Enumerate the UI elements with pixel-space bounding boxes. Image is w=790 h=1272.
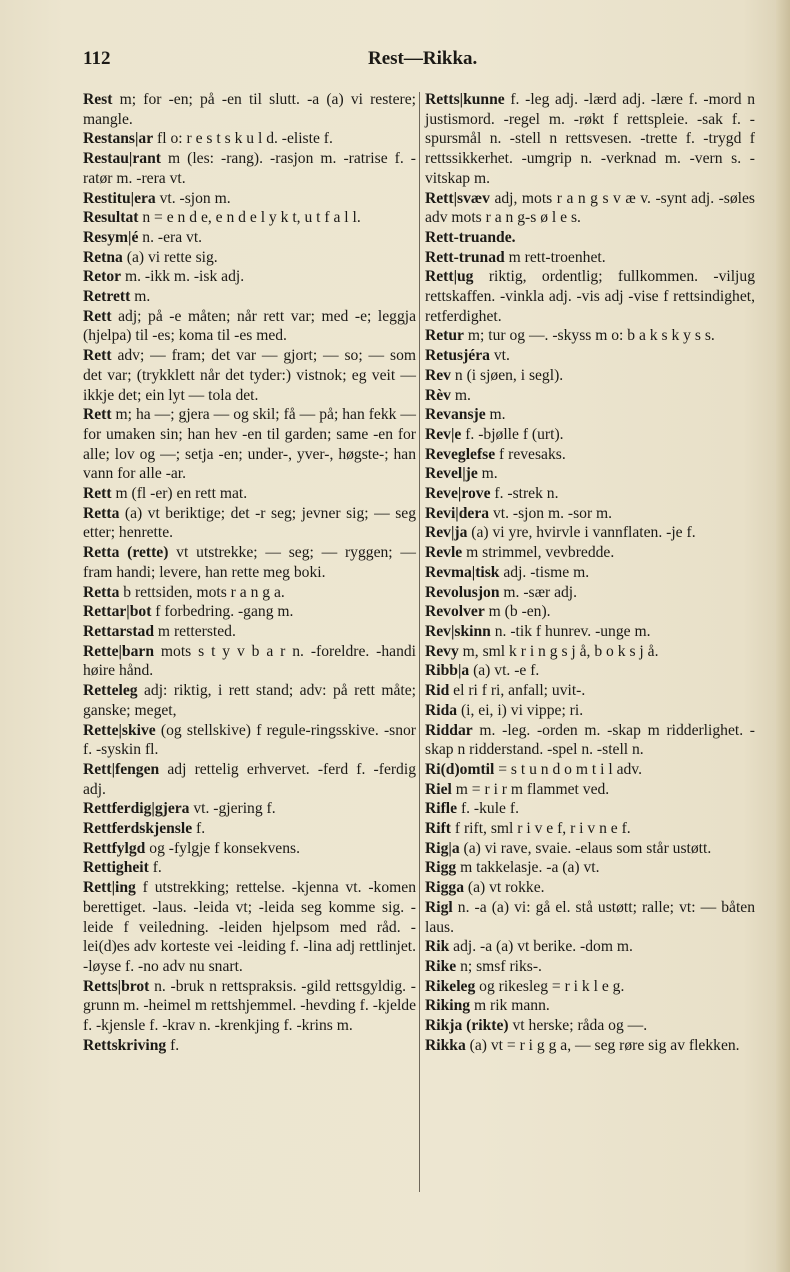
dictionary-entry bbox=[425, 563, 755, 583]
dictionary-entry bbox=[425, 326, 755, 346]
definition: (a) vt = r i g g a, — seg røre sig av flekken. bbox=[465, 1036, 740, 1054]
dictionary-entry bbox=[425, 602, 755, 622]
definition: adj rettelig erhvervet. -ferd f. -ferdig adj. bbox=[83, 760, 416, 798]
headword: Rettferdskjensle bbox=[83, 820, 193, 838]
definition: f. -kule f. bbox=[457, 800, 519, 818]
definition: n. -tik f hunrev. -unge m. bbox=[490, 622, 651, 640]
dictionary-entry bbox=[425, 681, 755, 701]
dictionary-entry bbox=[425, 977, 755, 997]
headword: Rettskriving bbox=[83, 1036, 167, 1054]
dictionary-entry bbox=[83, 405, 416, 484]
definition: adj; på -e måten; når rett var; med -e; leggja (hjelpa) til -es; koma til -es med. bbox=[83, 307, 416, 345]
headword: Retor bbox=[83, 268, 122, 286]
dictionary-entry bbox=[425, 405, 755, 425]
definition: (i, ei, i) vi vippe; ri. bbox=[457, 701, 584, 719]
dictionary-entry bbox=[83, 583, 416, 603]
dictionary-entry bbox=[83, 189, 416, 209]
dictionary-entry bbox=[425, 464, 755, 484]
dictionary-entry bbox=[83, 208, 416, 228]
page-edge bbox=[776, 0, 790, 1272]
headword: Rette|barn bbox=[83, 642, 154, 660]
dictionary-entry bbox=[425, 878, 755, 898]
right-column bbox=[425, 90, 755, 1055]
dictionary-entry bbox=[83, 267, 416, 287]
headword: Rifle bbox=[425, 800, 458, 818]
definition: f. bbox=[148, 859, 162, 877]
dictionary-entry bbox=[83, 1036, 416, 1056]
dictionary-entry bbox=[425, 799, 755, 819]
dictionary-entry bbox=[83, 681, 416, 720]
headword: Rett bbox=[83, 347, 112, 365]
headword: Rida bbox=[425, 701, 458, 719]
definition: og rikesleg = r i k l e g. bbox=[475, 977, 625, 995]
headword: Rette|skive bbox=[83, 721, 156, 739]
headword: Retta bbox=[83, 504, 120, 522]
definition: vt herske; råda og —. bbox=[508, 1017, 648, 1035]
dictionary-entry bbox=[425, 642, 755, 662]
dictionary-entry bbox=[83, 819, 416, 839]
definition: n = e n d e, e n d e l y k t, u t f a l l. bbox=[138, 209, 361, 227]
headword: Revansje bbox=[425, 406, 486, 424]
headword: Rett|svæv bbox=[425, 189, 490, 207]
definition: og -fylgje f konsekvens. bbox=[145, 839, 300, 857]
definition: adv; — fram; det var — gjort; — so; — som det var; (trykklett når det tyder:) vistnok; eg veit — ikkje det; ein lyt — tola det. bbox=[83, 347, 416, 404]
definition: m (b -en). bbox=[484, 603, 551, 621]
definition: m rettersted. bbox=[154, 622, 236, 640]
dictionary-entry bbox=[425, 839, 755, 859]
definition: mots s t y v b a r n. -foreldre. -handi høire hånd. bbox=[83, 642, 416, 680]
headword: Rett-truande. bbox=[425, 228, 516, 246]
dictionary-entry bbox=[83, 287, 416, 307]
definition: m takkelasje. -a (a) vt. bbox=[456, 859, 600, 877]
headword: Riking bbox=[425, 997, 471, 1015]
headword: Revy bbox=[425, 642, 459, 660]
dictionary-entry bbox=[83, 602, 416, 622]
definition: m (les: -rang). -rasjon m. -ratrise f. -ratør m. -rera vt. bbox=[83, 150, 416, 187]
definition: m strimmel, vevbredde. bbox=[462, 544, 615, 562]
dictionary-entry bbox=[425, 721, 755, 760]
definition: m; for -en; på -en til slutt. -a (a) vi restere; mangle. bbox=[83, 91, 416, 128]
definition: f. -leg adj. -lærd adj. -lære f. -mord n justismord. -regel m. -røkt f rettspleie. -sak f. -spursmål n. -stell n rettsvesen. -trette f. -trygd f rettssikkerhet. -umgrip n. -verknad m. -vern s. -vitskap m. bbox=[425, 91, 755, 187]
dictionary-entry bbox=[83, 149, 416, 188]
dictionary-entry bbox=[425, 267, 755, 326]
definition: m. bbox=[485, 406, 506, 424]
headword: Rike bbox=[425, 957, 457, 975]
headword: Rettar|bot bbox=[83, 603, 152, 621]
definition: n. -bruk n rettspraksis. -gild rettsgyldig. -grunn m. -heimel m rettshjemmel. -hevding f. -kjelde f. -kjensle f. -krav n. -krenkjing f. -krins m. bbox=[83, 977, 416, 1035]
headword: Revolver bbox=[425, 603, 485, 621]
definition: m. bbox=[477, 465, 498, 483]
dictionary-entry bbox=[83, 346, 416, 405]
definition: adj. -a (a) vt berike. -dom m. bbox=[449, 938, 633, 956]
headword: Restau|rant bbox=[83, 150, 161, 168]
definition: adj, mots r a n g s v æ v. -synt adj. -søles adv mots r a n g-s ø l e s. bbox=[425, 189, 755, 227]
definition: fl o: r e s t s k u l d. -eliste f. bbox=[153, 130, 333, 148]
definition: m. -leg. -orden m. -skap m ridderlighet. -skap n ridderstand. -spel n. -stell n. bbox=[425, 721, 755, 759]
dictionary-entry bbox=[83, 543, 416, 582]
definition: f. -bjølle f (urt). bbox=[461, 425, 564, 443]
definition: m. bbox=[450, 386, 471, 404]
headword: Rik bbox=[425, 938, 450, 956]
dictionary-entry bbox=[425, 583, 755, 603]
definition: f. bbox=[166, 1036, 180, 1054]
headword: Rett bbox=[83, 307, 112, 325]
dictionary-entry bbox=[425, 484, 755, 504]
definition: vt. -sjon m. -sor m. bbox=[489, 504, 613, 522]
definition: vt utstrekke; — seg; — ryggen; — fram handi; levere, han rette meg boki. bbox=[83, 544, 416, 581]
definition: f utstrekking; rettelse. -kjenna vt. -komen berettiget. -laus. -leida vt; -leida seg komme sig. -leide f veiledning. -leiden hjelpsom med råd. -lei(d)es adv korteste vei -leiding f. -lina adj rettlinjet. -løyse f. -no adv nu snart. bbox=[83, 879, 416, 975]
definition: f forbedring. -gang m. bbox=[151, 603, 294, 621]
definition: (a) vi rette sig. bbox=[122, 248, 218, 266]
dictionary-entry bbox=[425, 346, 755, 366]
dictionary-entry bbox=[83, 622, 416, 642]
headword: Rev|e bbox=[425, 425, 462, 443]
headword: Retts|kunne bbox=[425, 91, 505, 108]
definition: f revesaks. bbox=[495, 445, 566, 463]
definition: n. -a (a) vi: gå el. stå ustøtt; ralle; vt: — båten laus. bbox=[425, 898, 755, 936]
headword: Retusjéra bbox=[425, 347, 490, 365]
dictionary-entry bbox=[425, 386, 755, 406]
definition: m (fl -er) en rett mat. bbox=[111, 485, 248, 503]
definition: m = r i r m flammet ved. bbox=[451, 780, 610, 798]
dictionary-entry bbox=[425, 543, 755, 563]
dictionary-entry bbox=[425, 819, 755, 839]
dictionary-entry bbox=[83, 839, 416, 859]
dictionary-entry bbox=[425, 661, 755, 681]
headword: Rettigheit bbox=[83, 859, 149, 877]
dictionary-entry bbox=[425, 1036, 755, 1056]
page-number: 112 bbox=[83, 48, 111, 69]
headword: Rett bbox=[83, 406, 112, 424]
headword: Rigg bbox=[425, 859, 457, 877]
definition: el ri f ri, anfall; uvit-. bbox=[449, 682, 586, 700]
headword: Revma|tisk bbox=[425, 563, 500, 581]
definition: b rettsiden, mots r a n g a. bbox=[119, 583, 285, 601]
dictionary-entry bbox=[83, 129, 416, 149]
headword: Revolusjon bbox=[425, 583, 500, 601]
definition: (a) vt rokke. bbox=[463, 879, 545, 897]
headword: Retrett bbox=[83, 288, 131, 306]
definition: f. -strek n. bbox=[490, 485, 559, 503]
dictionary-entry bbox=[83, 858, 416, 878]
headword: Rett bbox=[83, 485, 112, 503]
headword: Rev|ja bbox=[425, 524, 468, 542]
definition: n. -era vt. bbox=[138, 228, 203, 246]
headword: Rikja (rikte) bbox=[425, 1017, 509, 1035]
dictionary-entry bbox=[425, 228, 755, 248]
dictionary-entry bbox=[425, 248, 755, 268]
definition: m. -sær adj. bbox=[499, 583, 578, 601]
headword: Rett|ing bbox=[83, 879, 136, 897]
headword: Rettfylgd bbox=[83, 839, 146, 857]
headword: Rigga bbox=[425, 879, 464, 897]
definition: adj: riktig, i rett stand; adv: på rett måte; ganske; meget, bbox=[83, 682, 416, 719]
column-divider bbox=[419, 92, 420, 1192]
definition: m, sml k r i n g s j å, b o k s j å. bbox=[458, 642, 659, 660]
headword: Reve|rove bbox=[425, 485, 491, 503]
headword: Retts|brot bbox=[83, 977, 150, 995]
definition: riktig, ordentlig; fullkommen. -viljug rettskaffen. -vinkla adj. -vis adj -vise f rettsindighet, retferdighet. bbox=[425, 268, 755, 325]
dictionary-entry bbox=[83, 721, 416, 760]
dictionary-entry bbox=[83, 307, 416, 346]
definition: m; ha —; gjera — og skil; få — på; han fekk — for umaken sin; han hev -en til garden; same -en for alle; lov og —; setja -en; under-, yver-, høgste-; han vann for alle -ar. bbox=[83, 406, 416, 483]
dictionary-entry bbox=[425, 858, 755, 878]
headword: Rikka bbox=[425, 1036, 466, 1054]
dictionary-entry bbox=[425, 701, 755, 721]
headword: Retur bbox=[425, 327, 464, 345]
headword: Resultat bbox=[83, 209, 139, 227]
headword: Ribb|a bbox=[425, 662, 470, 680]
dictionary-entry bbox=[83, 484, 416, 504]
headword: Rid bbox=[425, 682, 450, 700]
headword: Revle bbox=[425, 544, 463, 562]
dictionary-entry bbox=[83, 642, 416, 681]
dictionary-entry bbox=[425, 504, 755, 524]
definition: = s t u n d o m t i l adv. bbox=[494, 760, 642, 778]
headword: Restans|ar bbox=[83, 130, 154, 148]
headword: Rest bbox=[83, 91, 113, 108]
dictionary-entry bbox=[425, 937, 755, 957]
headword: Restitu|era bbox=[83, 189, 156, 207]
headword: Revel|je bbox=[425, 465, 478, 483]
definition: m; tur og —. -skyss m o: b a k s k y s s. bbox=[463, 327, 715, 345]
headword: Rigl bbox=[425, 898, 453, 916]
dictionary-entry bbox=[425, 445, 755, 465]
dictionary-entry bbox=[425, 996, 755, 1016]
dictionary-entry bbox=[425, 898, 755, 937]
dictionary-entry bbox=[83, 248, 416, 268]
definition: n (i sjøen, i segl). bbox=[450, 366, 564, 384]
dictionary-entry bbox=[83, 228, 416, 248]
definition: (a) vi yre, hvirvle i vannflaten. -je f. bbox=[467, 524, 696, 542]
left-column bbox=[83, 90, 416, 1055]
headword: Retta (rette) bbox=[83, 544, 169, 562]
headword: Resym|é bbox=[83, 228, 139, 246]
dictionary-entry bbox=[83, 878, 416, 977]
dictionary-entry bbox=[83, 977, 416, 1036]
dictionary-entry bbox=[425, 1016, 755, 1036]
headword: Rettarstad bbox=[83, 622, 155, 640]
dictionary-entry bbox=[425, 425, 755, 445]
definition: f. bbox=[192, 820, 206, 838]
headword: Rikeleg bbox=[425, 977, 476, 995]
definition: f rift, sml r i v e f, r i v n e f. bbox=[450, 820, 631, 838]
definition: vt. bbox=[489, 347, 510, 365]
dictionary-entry bbox=[425, 189, 755, 228]
headword: Rift bbox=[425, 820, 451, 838]
headword: Reveglefse bbox=[425, 445, 496, 463]
definition: m. bbox=[130, 288, 151, 306]
definition: m. -ikk m. -isk adj. bbox=[121, 268, 245, 286]
headword: Retna bbox=[83, 248, 123, 266]
definition: m rett-troenhet. bbox=[504, 248, 606, 266]
headword: Rett|fengen bbox=[83, 760, 160, 778]
dictionary-entry bbox=[83, 90, 416, 129]
definition: m rik mann. bbox=[470, 997, 550, 1015]
headword: Riddar bbox=[425, 721, 473, 739]
dictionary-entry bbox=[83, 799, 416, 819]
headword: Rettferdig|gjera bbox=[83, 800, 190, 818]
headword: Rett|ug bbox=[425, 268, 474, 286]
headword: Retta bbox=[83, 583, 120, 601]
definition: adj. -tisme m. bbox=[499, 563, 590, 581]
definition: vt. -gjering f. bbox=[189, 800, 276, 818]
dictionary-entry bbox=[425, 957, 755, 977]
headword: Rèv bbox=[425, 386, 451, 404]
definition: n; smsf riks-. bbox=[456, 957, 542, 975]
dictionary-entry bbox=[425, 760, 755, 780]
definition: (og stellskive) f regule-ringsskive. -snor f. -syskin fl. bbox=[83, 721, 416, 759]
headword: Rett-trunad bbox=[425, 248, 505, 266]
dictionary-entry bbox=[425, 90, 755, 189]
headword: Ri(d)omtil bbox=[425, 760, 495, 778]
headword: Revi|dera bbox=[425, 504, 490, 522]
dictionary-entry bbox=[83, 504, 416, 543]
dictionary-entry bbox=[425, 366, 755, 386]
dictionary-entry bbox=[425, 622, 755, 642]
definition: (a) vi rave, svaie. -elaus som står ustøtt. bbox=[459, 839, 712, 857]
headword: Retteleg bbox=[83, 682, 138, 700]
headword: Riel bbox=[425, 780, 452, 798]
running-head: Rest—Rikka. bbox=[368, 48, 478, 69]
dictionary-entry bbox=[425, 780, 755, 800]
headword: Rev bbox=[425, 366, 451, 384]
dictionary-entry bbox=[83, 760, 416, 799]
headword: Rig|a bbox=[425, 839, 460, 857]
dictionary-entry bbox=[425, 523, 755, 543]
headword: Rev|skinn bbox=[425, 622, 491, 640]
definition: (a) vt. -e f. bbox=[469, 662, 540, 680]
definition: vt. -sjon m. bbox=[155, 189, 231, 207]
definition: (a) vt beriktige; det -r seg; jevner sig; — seg etter; henrette. bbox=[83, 504, 416, 542]
